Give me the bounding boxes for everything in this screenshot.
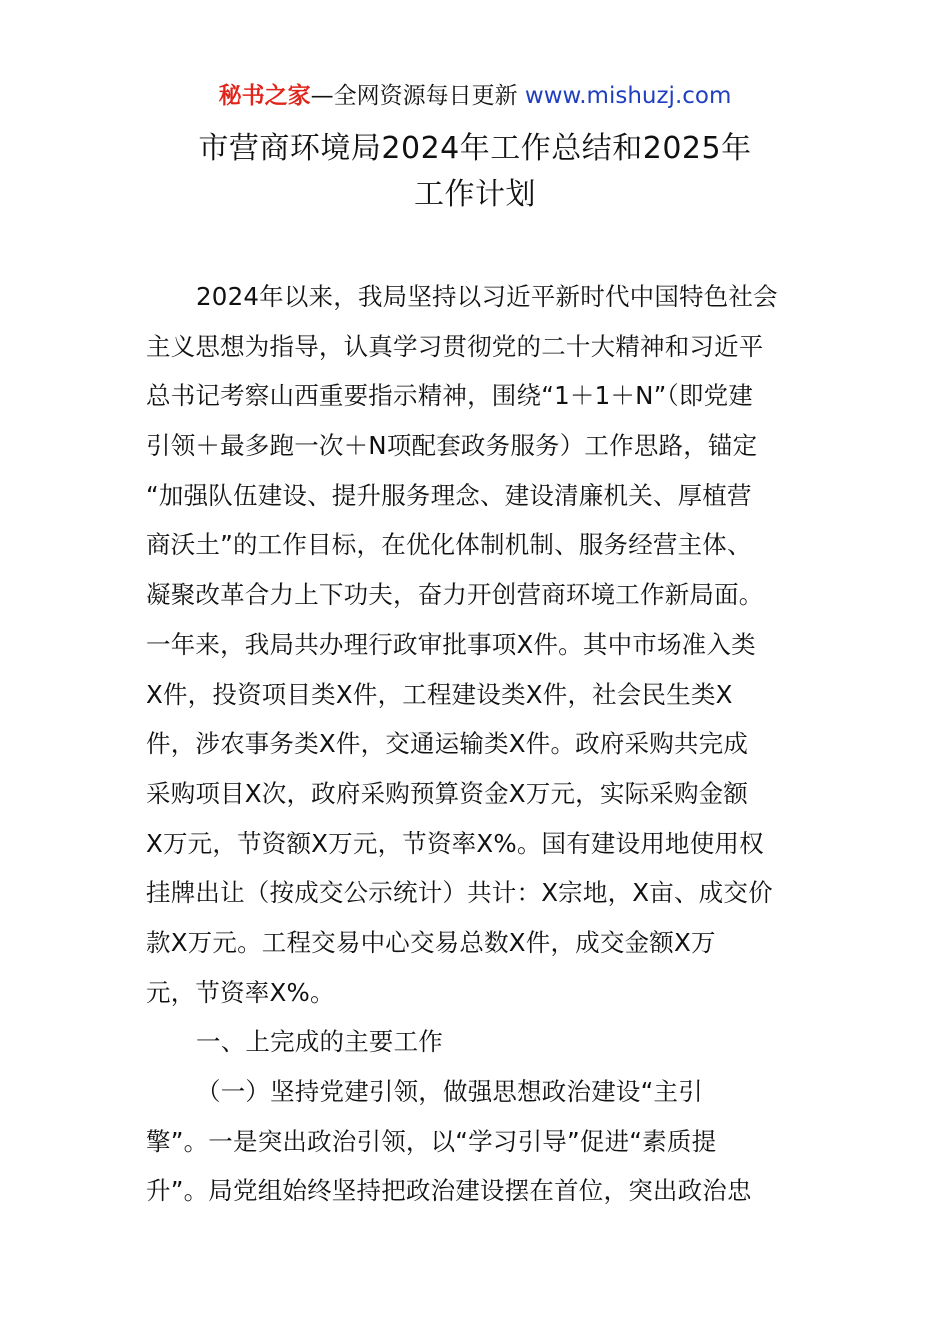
body-line: 升”。局党组始终坚持把政治建设摆在首位，突出政治忠 bbox=[146, 1176, 752, 1206]
body-line: （一）坚持党建引领，做强思想政治建设“主引 bbox=[196, 1077, 703, 1106]
body-line: 元，节资率X%。 bbox=[146, 977, 335, 1007]
body-line: 采购项目X次，政府采购预算资金X万元，实际采购金额 bbox=[146, 778, 749, 808]
body-line: 件，涉农事务类X件，交通运输类X件。政府采购共完成 bbox=[146, 729, 749, 759]
body-line: 擎”。一是突出政治引领，以“学习引导”促进“素质提 bbox=[146, 1126, 717, 1156]
body-line: 主义思想为指导，认真学习贯彻党的二十大精神和习近平 bbox=[146, 331, 764, 361]
body-line: 款X万元。工程交易中心交易总数X件，成交金额X万 bbox=[146, 927, 716, 957]
body-line: 挂牌出让（按成交公示统计）共计：X宗地，X亩、成交价 bbox=[146, 878, 773, 908]
section-heading: 一、上完成的主要工作 bbox=[196, 1027, 443, 1057]
body-line: X万元，节资额X万元，节资率X%。国有建设用地使用权 bbox=[146, 828, 764, 858]
document-title bbox=[0, 126, 950, 218]
body-line: 凝聚改革合力上下功夫，奋力开创营商环境工作新局面。 bbox=[146, 580, 764, 610]
site-header bbox=[0, 80, 950, 112]
body-line: 引领＋最多跑一次＋N项配套政务服务）工作思路，锚定 bbox=[146, 431, 758, 461]
title-line-1: 市营商环境局2024年工作总结和2025年 bbox=[198, 131, 752, 166]
site-brand: 秘书之家 bbox=[218, 83, 311, 109]
body-line: 总书记考察山西重要指示精神，围绕“1＋1＋N”（即党建 bbox=[146, 381, 754, 411]
site-url-link[interactable]: www.mishuzj.com bbox=[524, 83, 732, 109]
site-tagline: —全网资源每日更新 bbox=[310, 83, 525, 109]
body-line: X件，投资项目类X件，工程建设类X件，社会民生类X bbox=[146, 679, 733, 709]
title-line-2: 工作计划 bbox=[414, 177, 536, 212]
body-line: 商沃土”的工作目标，在优化体制机制、服务经营主体、 bbox=[146, 530, 752, 560]
body-line: “加强队伍建设、提升服务理念、建设清廉机关、厚植营 bbox=[146, 480, 752, 510]
body-line: 一年来，我局共办理行政审批事项X件。其中市场准入类 bbox=[146, 629, 756, 659]
body-line: 2024年以来，我局坚持以习近平新时代中国特色社会 bbox=[196, 282, 778, 311]
document-body bbox=[146, 272, 808, 1216]
